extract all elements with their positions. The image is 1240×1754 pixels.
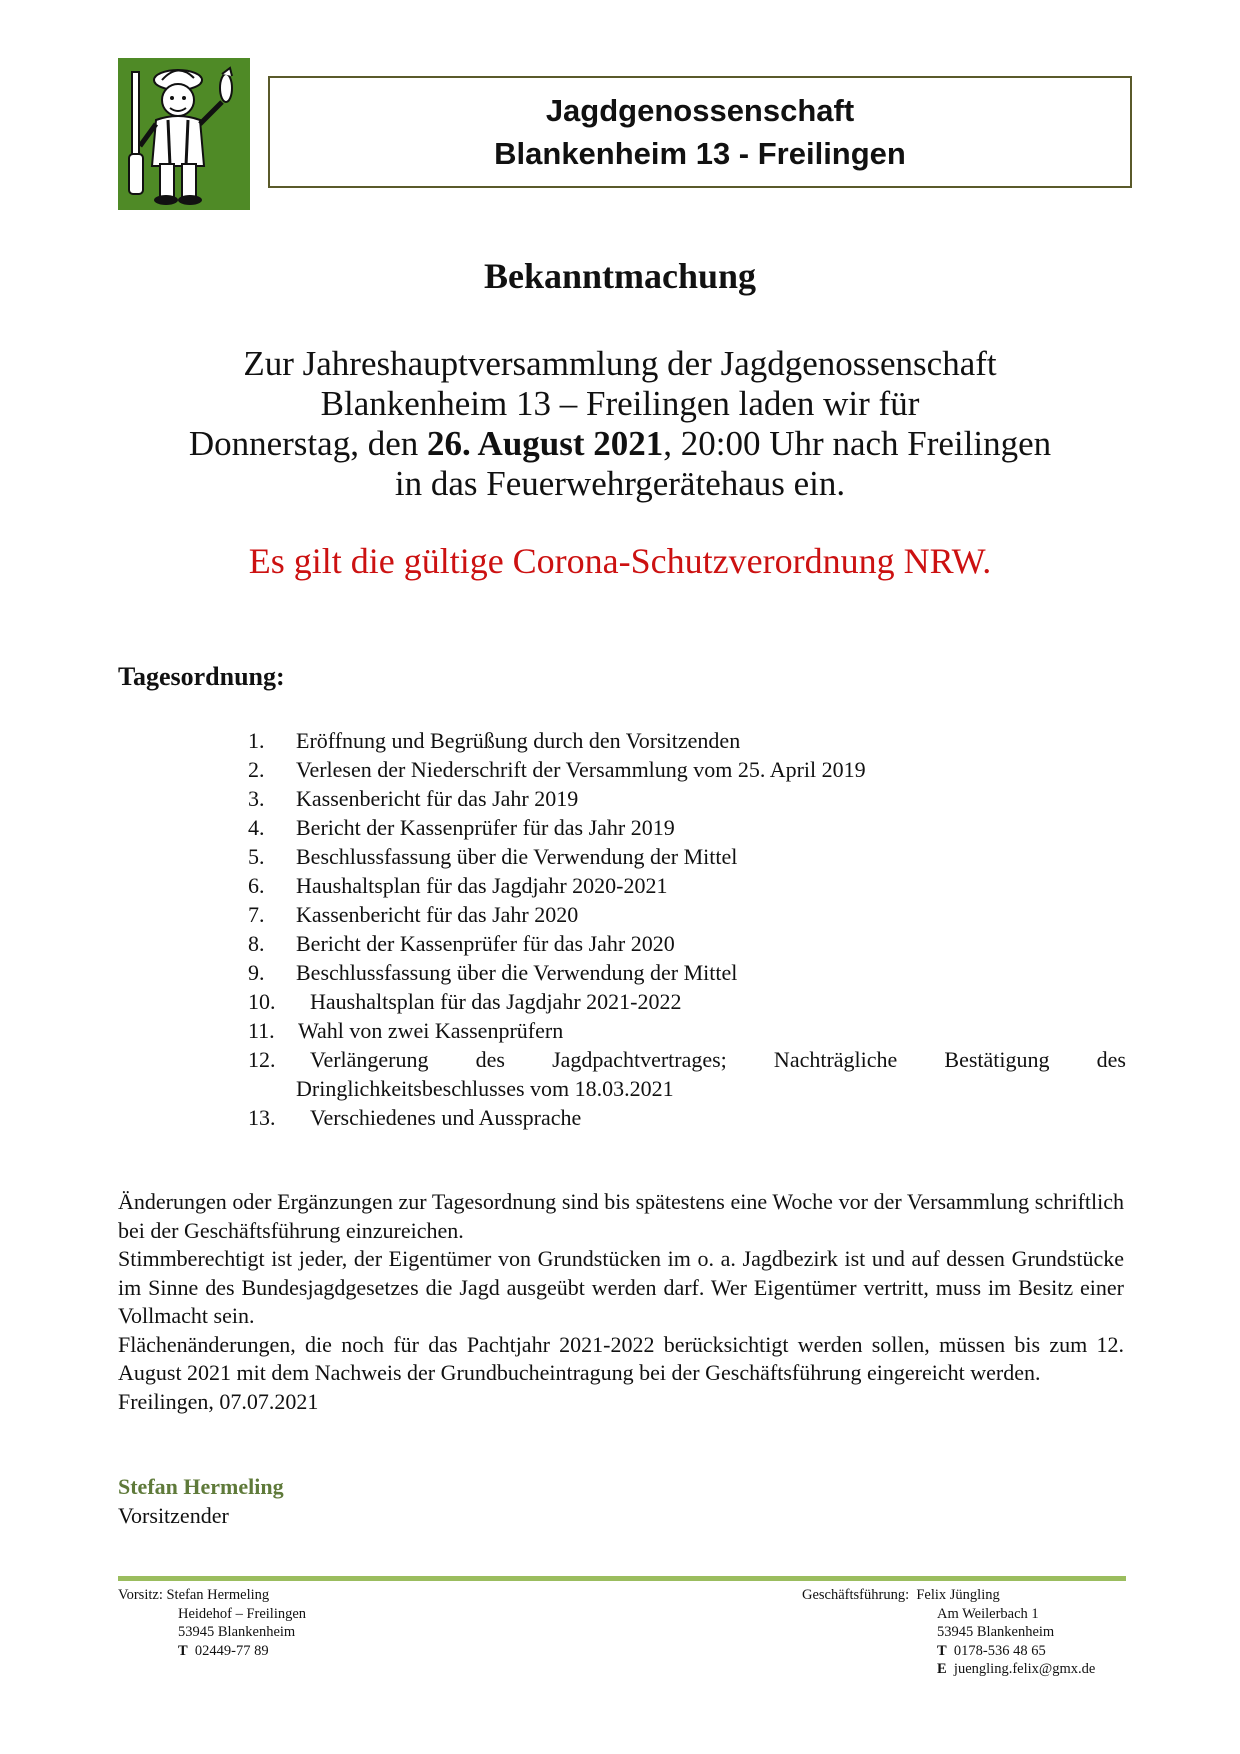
invitation-line-1: Zur Jahreshauptversammlung der Jagdgenossenschaft — [243, 344, 997, 383]
footer-management-email-row — [802, 1660, 1095, 1679]
footer-management-label: Geschäftsführung: — [802, 1587, 910, 1603]
agenda-item: 6. Haushaltsplan für das Jagdjahr 2020-2021 — [248, 873, 668, 898]
email-label: E — [937, 1661, 947, 1677]
footer-management-name: Felix Jüngling — [916, 1587, 1000, 1603]
body-paragraph-voting: Stimmberechtigt ist jeder, der Eigentümer von Grundstücken im o. a. Jagdbezirk ist und auf dessen Grundstücke im Sinne des Bundesjagdgesetzes die Jagd ausgeübt werden darf. Wer Eigentümer vertritt, muss im Besitz einer Vollmacht sein. — [118, 1246, 1124, 1328]
agenda-item: 5. Beschlussfassung über die Verwendung der Mittel — [248, 844, 738, 869]
footer-management-street: Am Weilerbach 1 — [937, 1605, 1039, 1622]
body-paragraph-area-changes: Flächenänderungen, die noch für das Pachtjahr 2021-2022 berücksichtigt werden sollen, müssen bis zum 12. August 2021 mit dem Nachweis der Grundbucheintragung bei der Geschäftsführung eingereicht werden. — [118, 1331, 1124, 1385]
header-line-1: Jagdgenossenschaft — [545, 93, 855, 128]
footer-management-phone-row — [802, 1642, 1095, 1661]
agenda-item: 8. Bericht der Kassenprüfer für das Jahr 2020 — [248, 931, 675, 956]
agenda-item: 3. Kassenbericht für das Jahr 2019 — [248, 786, 579, 811]
agenda-list — [248, 726, 1126, 1132]
agenda-item: 12. Verlängerung des Jagdpachtvertrages; Nachträgliche Bestätigung des — [248, 1047, 1126, 1072]
header-box — [268, 76, 1132, 188]
body-paragraph-changes: Änderungen oder Ergänzungen zur Tagesordnung sind bis spätestens eine Woche vor der Versammlung schriftlich bei der Geschäftsführung einzureichen. — [118, 1189, 1124, 1243]
agenda-item: 2. Verlesen der Niederschrift der Versammlung vom 25. April 2019 — [248, 757, 866, 782]
header-line-2: Blankenheim 13 - Freilingen — [494, 136, 906, 171]
footer-chair-name: Stefan Hermeling — [166, 1587, 270, 1603]
agenda-item: 11. Wahl von zwei Kassenprüfern — [248, 1018, 564, 1043]
footer-chair-phone: 02449-77 89 — [194, 1642, 269, 1659]
footer-rule — [118, 1576, 1126, 1581]
hunter-figure-icon — [118, 58, 250, 210]
footer-chair-phone-row — [118, 1642, 306, 1661]
agenda-item: 13. Verschiedenes und Aussprache — [248, 1105, 582, 1130]
signatory-name: Stefan Hermeling — [118, 1474, 284, 1499]
invitation-line-3-pre: Donnerstag, den — [188, 424, 427, 463]
agenda-item: 1. Eröffnung und Begrüßung durch den Vorsitzenden — [248, 728, 741, 753]
footer-management-phone: 0178-536 48 65 — [953, 1642, 1046, 1659]
invitation-line-3 — [0, 424, 1240, 464]
invitation-line-2: Blankenheim 13 – Freilingen laden wir für — [320, 384, 920, 423]
phone-label: T — [937, 1642, 947, 1659]
phone-label: T — [178, 1642, 188, 1659]
agenda-item-continuation: Dringlichkeitsbeschlusses vom 18.03.2021 — [296, 1076, 674, 1101]
footer-chair-street: Heidehof – Freilingen — [178, 1605, 307, 1622]
footer-management-email[interactable]: juengling.felix@gmx.de — [953, 1661, 1096, 1677]
agenda-item: 10. Haushaltsplan für das Jagdjahr 2021-2022 — [248, 989, 682, 1014]
footer-management-city: 53945 Blankenheim — [937, 1624, 1055, 1640]
place-and-date: Freilingen, 07.07.2021 — [118, 1388, 319, 1414]
agenda-item: 9. Beschlussfassung über die Verwendung der Mittel — [248, 960, 738, 985]
invitation-line-3-post: , 20:00 Uhr nach Freilingen — [663, 424, 1052, 463]
meeting-date: 26. August 2021 — [426, 424, 664, 463]
invitation-text — [0, 344, 1240, 504]
agenda-item: 7. Kassenbericht für das Jahr 2020 — [248, 902, 579, 927]
agenda-item: 4. Bericht der Kassenprüfer für das Jahr 2019 — [248, 815, 675, 840]
page-title: Bekanntmachung — [483, 256, 757, 296]
notice-body — [118, 1188, 1124, 1416]
signatory-role: Vorsitzender — [118, 1503, 229, 1528]
signature-block — [118, 1472, 284, 1530]
footer-chair-city: 53945 Blankenheim — [178, 1624, 296, 1640]
agenda-heading: Tagesordnung: — [118, 662, 285, 691]
footer-chair-label: Vorsitz: — [118, 1587, 163, 1603]
hunter-logo — [118, 58, 250, 210]
corona-notice: Es gilt die gültige Corona-Schutzverordnung NRW. — [248, 541, 992, 581]
footer-management-contact — [802, 1586, 1095, 1679]
invitation-line-4: in das Feuerwehrgerätehaus ein. — [394, 464, 846, 503]
footer-chair-contact — [118, 1586, 306, 1660]
